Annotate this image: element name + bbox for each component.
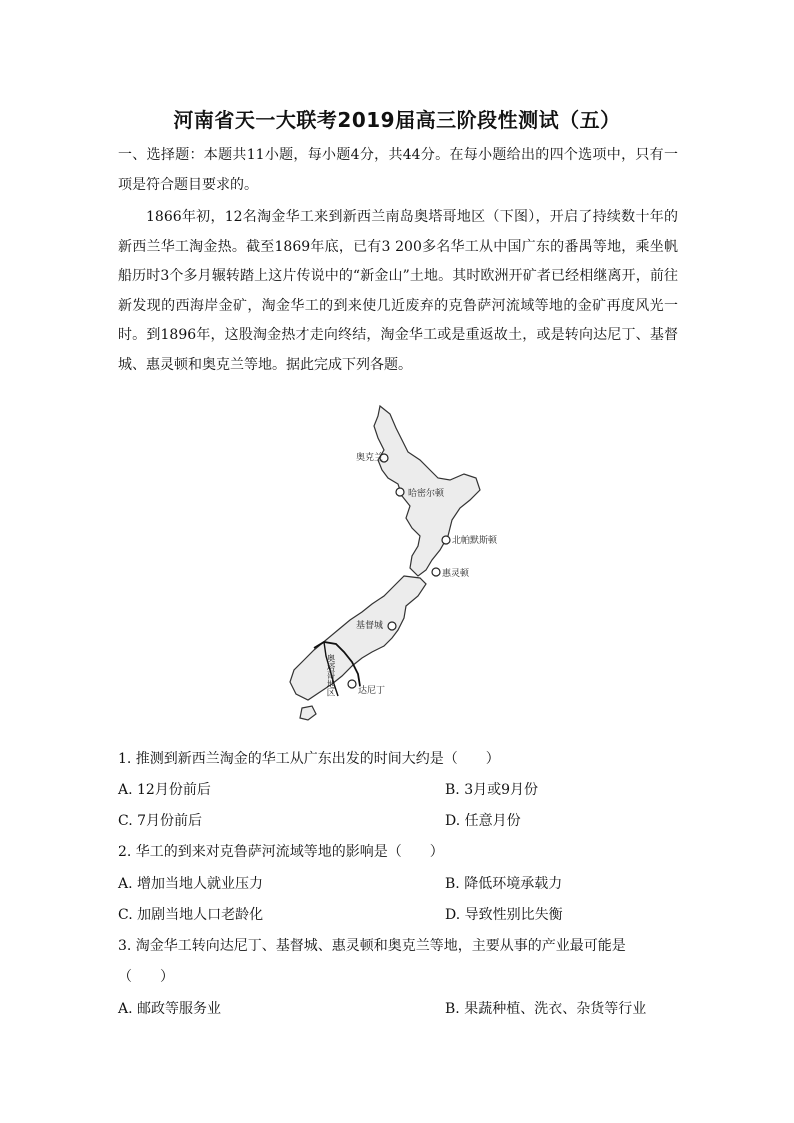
auckland-label: 奥克兰	[356, 453, 384, 463]
question-3-stem: 3. 淘金华工转向达尼丁、基督城、惠灵顿和奥克兰等地，主要从事的产业最可能是	[118, 938, 626, 954]
palmerston-label: 北帕默斯顿	[452, 536, 498, 546]
q1-option-c: C. 7月份前后	[118, 813, 203, 829]
q2-option-c: C. 加剧当地人口老龄化	[118, 907, 264, 923]
q1-option-b: B. 3月或9月份	[445, 782, 539, 798]
christchurch-label: 基督城	[356, 621, 384, 631]
q2-option-b: B. 降低环境承载力	[445, 876, 563, 892]
hamilton-label: 哈密尔顿	[408, 489, 445, 499]
hamilton-marker	[396, 488, 404, 496]
question-1-stem: 1. 推测到新西兰淘金的华工从广东出发的时间大约是（ ）	[118, 751, 500, 767]
new-zealand-map	[280, 400, 515, 728]
wellington-marker	[432, 568, 440, 576]
dunedin-marker	[348, 680, 356, 688]
q1-option-d: D. 任意月份	[445, 813, 521, 829]
q1-option-a: A. 12月份前后	[118, 782, 211, 798]
stewart-island-shape	[300, 706, 316, 720]
question-2-stem: 2. 华工的到来对克鲁萨河流域等地的影响是（ ）	[118, 844, 444, 860]
q3-option-a: A. 邮政等服务业	[118, 1001, 222, 1017]
q2-option-d: D. 导致性别比失衡	[445, 907, 563, 923]
christchurch-marker	[388, 622, 396, 630]
palmerston-marker	[442, 536, 450, 544]
question-3-stem-cont: （ ）	[118, 969, 174, 985]
dunedin-label: 达尼丁	[358, 686, 386, 696]
otago-label: 奥塔哥地区	[325, 654, 335, 697]
q2-option-a: A. 增加当地人就业压力	[118, 876, 264, 892]
q3-option-b: B. 果蔬种植、洗衣、杂货等行业	[445, 1001, 647, 1017]
section-header: 一、选择题：本题共11小题，每小题4分，共44分。在每小题给出的四个选项中，只有一项是符合题目要求的。	[118, 147, 678, 193]
page-title: 河南省天一大联考2019届高三阶段性测试（五）	[173, 108, 621, 132]
wellington-label: 惠灵顿	[442, 569, 470, 579]
south-island-shape	[290, 576, 426, 700]
intro-paragraph: 1866年初，12名淘金华工来到新西兰南岛奥塔哥地区（下图），开启了持续数十年的新西兰华工淘金热。截至1869年底，已有3 200多名华工从中国广东的番禺等地，乘坐帆船历时3个多月辗转踏上这片传说中的“新金山”土地。其时欧洲开矿者已经相继离开，前往新发现的西海岸金矿，淘金华工的到来使几近废弃的克鲁萨河流域等地的金矿再度风光一时。到1896年，这股淘金热才走向终结，淘金华工或是重返故土，或是转向达尼丁、基督城、惠灵顿和奥克兰等地。据此完成下列各题。	[118, 209, 678, 373]
